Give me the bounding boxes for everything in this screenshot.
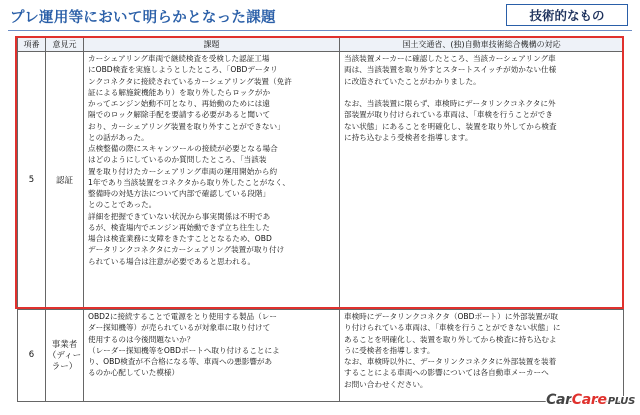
source-line: ラー） xyxy=(51,362,78,373)
issue-line: とのことであった。 xyxy=(88,200,157,210)
source-line: （ディー xyxy=(47,350,82,361)
response-line: り付けられている車両は、「車検を行うことができない状態」に xyxy=(344,323,561,333)
row-issue xyxy=(84,52,340,310)
issue-line: かってエンジン始動不可となり、再始動のためには遠 xyxy=(88,99,270,108)
header-issue: 課題 xyxy=(84,38,340,52)
issue-line: 整備時の対処方法について内部で確認している段階」 xyxy=(88,189,271,198)
header-source: 意見元 xyxy=(46,38,84,52)
issues-table xyxy=(17,37,624,402)
title-divider xyxy=(8,30,632,31)
issue-line: カーシェアリング車両で継続検査を受検した認証工場 xyxy=(88,54,270,63)
response-line: に改造されていたことがわかりました。 xyxy=(344,76,481,86)
row-number: 5 xyxy=(18,52,46,310)
issue-line: との話があった。 xyxy=(88,132,149,142)
issue-line: 1年であり当該装置をコネクタから取り外したことがなく、 xyxy=(88,177,290,187)
issue-line: 場合は検査業務に支障をきたすこととなるため、OBD xyxy=(88,234,272,243)
row-number: 6 xyxy=(18,310,46,402)
issue-line: 点検整備の際にスキャンツールの接続が必要となる場合 xyxy=(88,144,278,153)
issue-line: 隔でのロック解除手配を要請する必要があると聞いて xyxy=(88,110,271,120)
response-line: 車検時にデータリンクコネクタ（OBDポート）に外部装置が取 xyxy=(344,312,559,321)
issue-line: るが、検査場内でエンジン再始動できず立ち往生した xyxy=(88,222,270,232)
row-source xyxy=(46,52,84,310)
watermark-text: CarCarePLUS xyxy=(546,392,635,408)
header-number: 項番 xyxy=(18,38,46,52)
response-line: なお、当該装置に限らず、車検時にデータリンクコネクタに外 xyxy=(344,99,556,108)
issue-line: おり、カーシェアリング装置を取り外すことができない」 xyxy=(88,121,285,131)
row-response xyxy=(340,52,624,310)
response-line: ない状態」にあることを明確化し、装置を取り外してから検査 xyxy=(344,121,557,131)
issue-line: 証による解施錠機能あり）を取り外したらロックがか xyxy=(88,87,271,97)
table-row xyxy=(18,52,624,310)
response-line: に持ち込むよう受検者を指導します。 xyxy=(344,132,473,142)
header-response: 国土交通省、(独)自動車技術総合機構の対応 xyxy=(340,38,624,52)
issue-line: OBD2に接続することで電源をとり使用する製品（レー xyxy=(88,312,277,321)
row-issue xyxy=(84,310,340,402)
response-line: 当該装置メーカーに確認したところ、当該カーシェアリング車 xyxy=(344,54,556,63)
page-title: プレ運用等において明らかとなった課題 xyxy=(10,10,276,26)
response-line: 部装置が取り付けられている車両は、「車検を行うことができ xyxy=(344,110,553,120)
response-line: 両は、当該装置を取り外すとスタートスイッチが効かない仕様 xyxy=(344,65,557,75)
issue-line: 置を取り付けたカーシェアリング車両の運用開始から約 xyxy=(88,166,278,176)
issue-line: られている場合は注意が必要であると思われる。 xyxy=(88,256,256,266)
issue-line: り、OBD検査が不合格になる等、車両への悪影響があ xyxy=(88,357,273,366)
issue-line: ダー探知機等）が売られているが対象車に取り付けて xyxy=(88,323,271,333)
table-header-row xyxy=(18,38,624,52)
row-source xyxy=(46,310,84,402)
issue-line: （レーダー探知機等をOBDポートへ取り付けることによ xyxy=(88,345,280,355)
source-line: 事業者 xyxy=(51,339,78,350)
issue-line: るのか心配していた模様） xyxy=(88,368,180,378)
issue-line: 詳細を把握できていない状況から事実関係は不明であ xyxy=(88,211,271,221)
issue-line: はどのようにしているのか質問したところ、「当該装 xyxy=(88,155,267,165)
response-line: あることを明確化し、装置を取り外してから検査に持ち込むよ xyxy=(344,334,557,344)
issue-line: ンクコネクタに接続されているカーシェアリング装置（免許 xyxy=(88,76,292,86)
issue-line: データリンクコネクタにカーシェアリング装置が取り付け xyxy=(88,245,285,255)
response-line: お問い合わせください。 xyxy=(344,379,428,389)
response-line: することによる車両への影響については各自動車メーカーへ xyxy=(344,368,549,378)
carcareplus-watermark-logo xyxy=(507,388,635,412)
source-line: 認証 xyxy=(55,175,73,186)
category-badge: 技術的なもの xyxy=(506,4,628,26)
response-line: なお、車検時以外に、データリンクコネクタに外部装置を装着 xyxy=(344,357,557,366)
response-line: うに受検者を指導します。 xyxy=(344,345,435,355)
issue-line: にOBD検査を実施しようとしたところ、「OBDデータリ xyxy=(88,65,278,75)
issue-line: 使用するのは今後問題ないか？ xyxy=(88,334,195,344)
response-spacer xyxy=(344,87,619,98)
